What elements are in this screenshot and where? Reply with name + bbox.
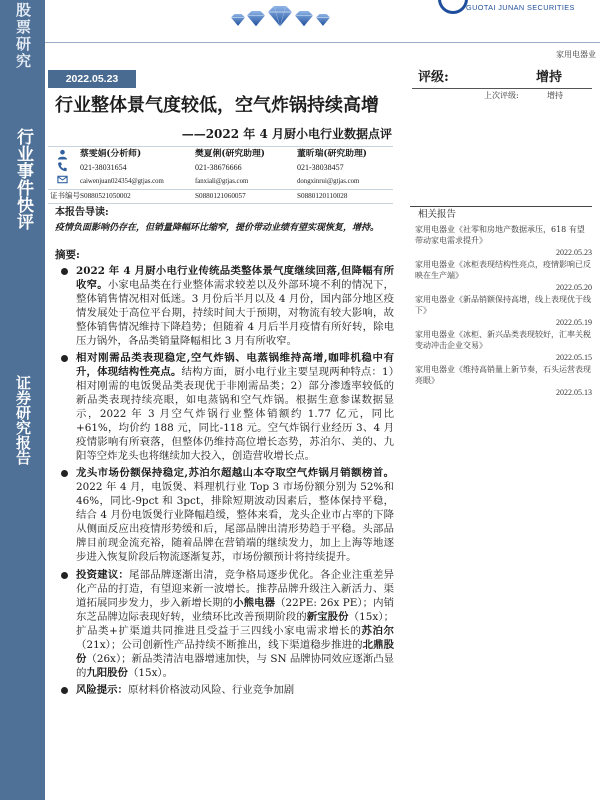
analyst-name: 董昕瑞(研究助理) (297, 149, 367, 159)
bullet-body-segment: （22PE: 26x PE）；内销东芝品牌边际表现好转，业绩环比改善预期阶段的 (76, 597, 394, 623)
guide-heading: 本报告导读: (55, 207, 109, 218)
related-report-date: 2022.05.13 (556, 388, 592, 397)
bullet-lead: 龙头市场份额保持稳定,苏泊尔超越山本夺取空气炸锅月销额榜首。 (76, 467, 394, 479)
analyst-card (195, 147, 307, 189)
gtja-logo-icon (438, 0, 468, 14)
industry-label: 家用电器业 (556, 50, 596, 59)
recommended-stock: 苏泊尔 (361, 625, 394, 637)
bullet-body-segment: （26x）；新品类清洁电器增速加快，与 SN 品牌协同效应逐渐凸显的 (76, 653, 394, 679)
analyst-name: 蔡雯娟(分析师) (80, 149, 142, 159)
analyst-card (297, 147, 409, 189)
recommended-stock: 新宝股份 (306, 611, 349, 623)
analyst-certificate: S0880121060057 (195, 192, 246, 200)
recommended-stock: 北鼎股份 (76, 639, 394, 665)
analyst-email[interactable]: dongxinrui@gtjas.com (297, 178, 360, 185)
summary-bullet (56, 264, 394, 348)
summary-bullet-list (56, 264, 394, 700)
analyst-phone: 021-38031654 (80, 163, 127, 172)
summary-bullet (56, 466, 394, 564)
bullet-body-segment: （15x）；扩品类+扩渠道共同推进且受益于三四线小家电需求增长的 (76, 611, 394, 637)
report-date: 2022.05.23 (48, 70, 136, 88)
bullet-icon (61, 687, 68, 694)
analyst-phone: 021-38038457 (297, 163, 344, 172)
sidebar-label-report-type: 行业事件快评 (13, 128, 33, 230)
related-report-item (415, 364, 592, 399)
bullet-icon (61, 268, 68, 275)
report-subtitle: ——2022 年 4 月厨小电行业数据点评 (181, 127, 392, 141)
bullet-icon (61, 572, 68, 579)
sidebar-label-stock-research: 股票研究 (14, 2, 32, 70)
guide-text: 疫情负面影响仍存在，但销量降幅环比缩窄，提价带动业绩有望实现恢复，增持。 (55, 223, 380, 233)
bullet-body: 原材料价格波动风险、行业竞争加剧 (127, 684, 295, 696)
bullet-lead: 风险提示： (76, 684, 128, 696)
brand-name: GUOTAI JUNAN SECURITIES (466, 3, 575, 12)
rating-value: 增持 (536, 70, 563, 85)
phone-icon (57, 161, 68, 172)
bullet-body-segment: （15x）。 (127, 667, 174, 679)
related-reports-list (415, 224, 592, 399)
recommended-stock: 小熊电器 (233, 597, 276, 609)
analyst-icon-column (57, 147, 71, 186)
bullet-lead: 投资建议： (76, 569, 130, 581)
left-sidebar (0, 0, 45, 800)
analyst-name: 樊夏俐(研究助理) (195, 149, 265, 159)
header-divider (45, 42, 600, 43)
person-icon (57, 149, 68, 160)
summary-bullet (56, 351, 394, 463)
sidebar-label-securities-report: 证券研究报告 (14, 375, 32, 465)
analyst-email[interactable]: caiwenjuan024354@gtjas.com (80, 178, 164, 185)
analyst-certificate: S0880120110028 (297, 192, 348, 200)
summary-bullet-investment-advice (56, 568, 394, 680)
related-report-date: 2022.05.20 (556, 283, 592, 292)
analyst-card (80, 147, 192, 189)
certificate-label: 证书编号 (50, 191, 80, 200)
rating-label: 评级: (418, 70, 449, 85)
bullet-body: 小家电品类在行业整体需求较差以及外部环境不利的情况下，整体销售情况相对低迷。3 月份后半月以及 4 月份，国内部分地区疫情发展处于高位平台期，持续时间大于预期，对物流有较大影响，故整体销售情况维持下降趋势；但随着 4 月后半月疫情有所好转，除电压力锅外，各品类销量降幅相比 3 月有所收窄。 (76, 279, 394, 347)
related-report-title: 家用电器业《维持高销量上新节奏，石头运营表现亮眼》 (415, 365, 591, 385)
analyst-email[interactable]: fanxiali@gtjas.com (195, 178, 249, 185)
related-report-item (415, 259, 592, 294)
related-report-date: 2022.05.19 (556, 318, 592, 327)
related-reports-divider (410, 206, 592, 207)
related-report-title: 家用电器业《冰柜表现结构性亮点，疫情影响已反映在生产端》 (415, 260, 591, 280)
previous-rating-label: 上次评级: (484, 91, 519, 100)
analyst-certificate: S0880521050002 (80, 192, 131, 200)
bullet-body-segment: 尾部品牌逐渐出清，竞争格局逐步优化。各企业注重差异化产品的打造，有望迎来新一波增长。推荐品牌升级注入新活力、渠道拓展同步发力，步入新增长期的 (76, 569, 394, 609)
bullet-lead: 2022 年 4 月厨小电行业传统品类整体景气度继续回落,但降幅有所收窄。 (76, 265, 394, 291)
diamond-gems-banner-icon (228, 2, 333, 34)
related-report-item (415, 294, 592, 329)
related-report-item (415, 329, 592, 364)
related-report-date: 2022.05.23 (556, 248, 592, 257)
related-report-title: 家用电器业《新品销额保持高增，线上表现优于线下》 (415, 295, 591, 315)
mail-icon (57, 174, 68, 185)
certificate-bottom-divider (48, 203, 393, 204)
report-title: 行业整体景气度较低，空气炸锅持续高增 (55, 95, 379, 116)
bullet-lead: 相对刚需品类表现稳定,空气炸锅、电蒸锅维持高增,咖啡机稳中有升，体现结构性亮点。 (76, 352, 394, 378)
analyst-phone: 021-38676666 (195, 163, 242, 172)
previous-rating-value: 增持 (547, 91, 563, 100)
bullet-icon (61, 470, 68, 477)
bullet-body: 结构方面，厨小电行业主要呈现两种特点：1）相对刚需的电饭煲品类表现优于非刚需品类；2）部分渗透率较低的新品类表现持续亮眼，如电蒸锅和空气炸锅。根据生意参谋数据显示，2022 年 3 月空气炸锅行业整体销额约 1.77 亿元，同比+61%，均价约 188 元，同比-118 元。空气炸锅行业经历 3、4 月疫情影响有所衰落，但整体仍维持高位增长态势，苏泊尔、美的、九阳等空炸龙头也将继续加大投入，创造营收增长点。 (76, 366, 394, 462)
bullet-body-segment: （21x）；公司创新性产品持续不断推出，线下渠道稳步推进的 (76, 639, 363, 651)
related-report-title: 家用电器业《社零和房地产数据承压，618 有望带动家电需求提升》 (415, 225, 585, 245)
rating-divider (412, 88, 592, 89)
summary-heading: 摘要: (55, 249, 80, 261)
recommended-stock: 九阳股份 (86, 667, 128, 679)
bullet-icon (61, 355, 68, 362)
related-report-date: 2022.05.15 (556, 353, 592, 362)
bullet-body: 2022 年 4 月，电饭煲、料理机行业 Top 3 市场份额分别为 52%和 46%，同比-9pct 和 3pct，排除短期波动因素后，整体保持平稳，结合 4 月份电饭煲行业降幅趋缓，整体来看，龙头企业市占率的下降从侧面反应出疫情形势缓和后，尾部品牌出清形势趋于平稳。头部品牌目前现金流充裕，随着品牌在营销端的继续发力，加上上海等地逐步进入恢复阶段后物流逐渐复苏，市场份额预计将持续提升。 (76, 481, 394, 563)
related-report-title: 家用电器业《冰柜、新兴品类表现较好，汇率关税变动冲击企业交易》 (415, 330, 591, 350)
related-reports-heading: 相关报告 (418, 209, 457, 220)
summary-bullet-risk (56, 683, 394, 697)
related-report-item (415, 224, 592, 259)
